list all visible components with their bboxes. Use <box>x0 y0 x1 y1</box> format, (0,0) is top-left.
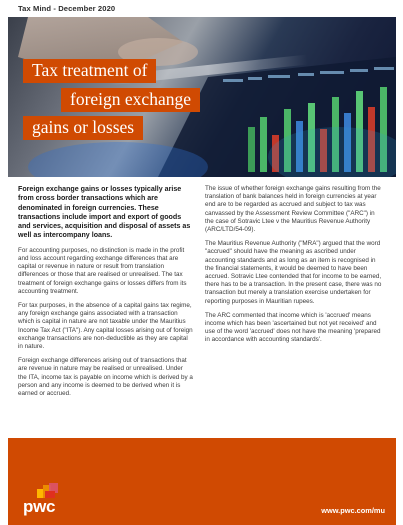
body-paragraph: The issue of whether foreign exchange gains resulting from the translation of bank balances held in foreign currencies at year end are to be regarded as accrued and subject to tax was canvassed by the Assessment Review Committee ("ARC") in the case of Sotravic Ltee v the Mauritius Revenue Authority (ARC/LTD/54-09). <box>205 185 381 234</box>
masthead: Tax Mind - December 2020 <box>18 4 116 13</box>
body-paragraph: Foreign exchange differences arising out of transactions that are revenue in nature may be realised or unrealised. Under the ITA, income tax is payable on income which is derived by a person and any income is deemed to be derived when it is earned or accrued. <box>18 357 193 398</box>
hero-title-line-1: Tax treatment of <box>23 59 156 83</box>
lead-paragraph: Foreign exchange gains or losses typically arise from cross border transactions which are denominated in foreign currencies. These transactions include import and export of goods and services, acquisition and disposal of assets as well as intercompany loans. <box>18 185 191 240</box>
body-paragraph: For tax purposes, in the absence of a capital gains tax regime, any foreign exchange gains associated with a transaction which is capital in nature are not taxable under the Mauritius Income Tax Act ("ITA"). Any capital losses arising out of foreign exchange transactions are non-deductible as they are capital in nature. <box>18 302 193 351</box>
body-paragraph: For accounting purposes, no distinction is made in the profit and loss account regarding exchange differences that are capital or revenue in nature or result from translation differences or those that are realised or unrealised. The tax treatment of foreign exchange gains or losses differs from its accounting treatment. <box>18 246 187 295</box>
pwc-logo <box>23 483 61 517</box>
pwc-logo-text: pwc <box>23 497 56 516</box>
hero-title-line-3: gains or losses <box>23 116 143 140</box>
footer-band <box>8 438 396 525</box>
body-paragraph: The ARC commented that income which is 'accrued' means income which has been 'ascertained but not yet received' and use of the word 'accrued' does not have the meaning 'prepared in accordance with accounting standards'. <box>205 311 381 344</box>
hero-title-line-2: foreign exchange <box>61 88 200 112</box>
right-column <box>205 185 385 351</box>
left-column <box>18 185 193 404</box>
footer-url-link[interactable]: www.pwc.com/mu <box>321 506 385 515</box>
body-paragraph: The Mauritius Revenue Authority ("MRA") argued that the word "accrued" should have the meaning as ascribed under accounting standards and as long as an item is recognised in the financial statements, it would be deemed to have been accrued. Sotravic Ltee contended that for income to be earned, there has to be a transaction. In the present case, there was no transaction but merely a translation exercise undertaken for reporting purposes in Mauritian rupees. <box>205 240 382 305</box>
